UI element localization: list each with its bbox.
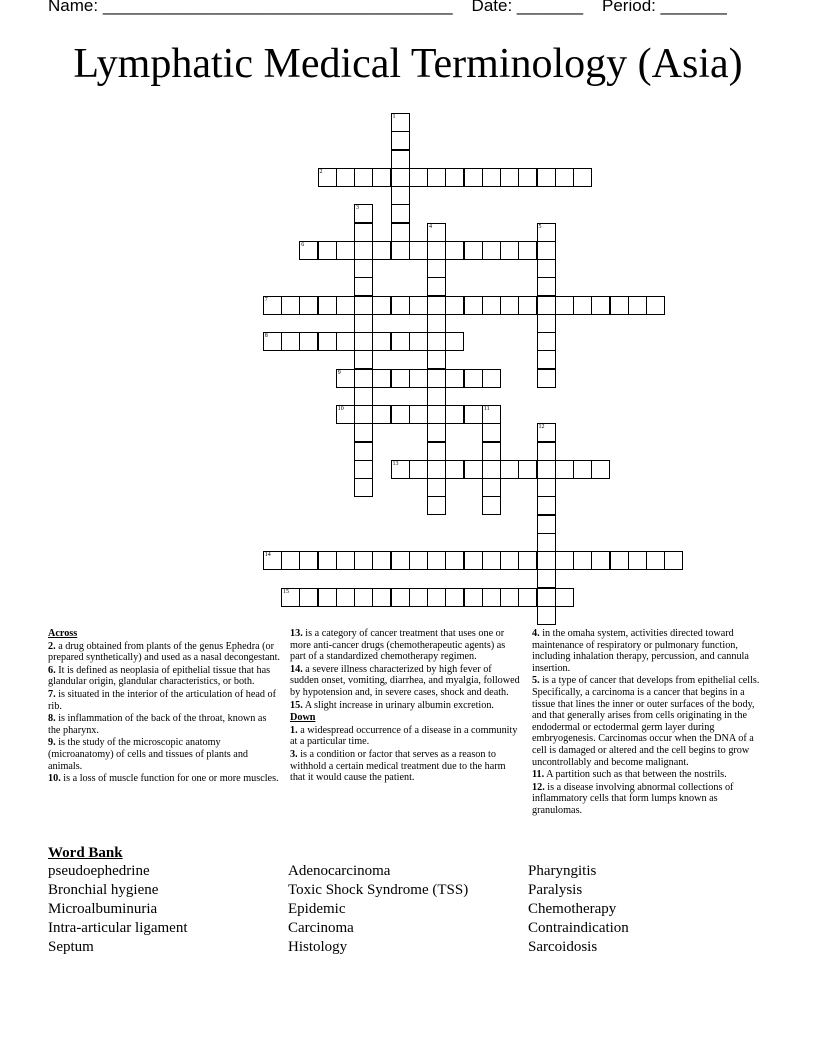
clue-number: 10 [337, 406, 344, 413]
clue-down-1: 1. a widespread occurrence of a disease in a community at a particular time. [290, 724, 518, 748]
crossword-cell[interactable] [427, 387, 446, 406]
word-bank-item: Histology [288, 939, 348, 955]
crossword-cell[interactable] [482, 478, 501, 497]
crossword-cell[interactable] [409, 296, 428, 315]
crossword-cell[interactable] [610, 551, 629, 570]
word-bank-item: Bronchial hygiene [48, 882, 159, 898]
clue-number: 14 [264, 552, 271, 559]
crossword-cell[interactable] [427, 350, 446, 369]
crossword-cell[interactable] [445, 332, 464, 351]
clue-number: 13 [392, 460, 399, 467]
date-line[interactable]: _______ [516, 0, 584, 15]
crossword-cell[interactable] [318, 241, 337, 260]
crossword-cell[interactable] [555, 460, 574, 479]
crossword-cell[interactable] [537, 588, 556, 607]
crossword-cell[interactable] [354, 350, 373, 369]
crossword-cell[interactable] [427, 405, 446, 424]
crossword-cell[interactable] [445, 369, 464, 388]
crossword-cell[interactable] [464, 405, 483, 424]
crossword-cell[interactable] [482, 551, 501, 570]
clue-number: 6 [301, 241, 305, 248]
word-bank-item: pseudoephedrine [48, 863, 150, 879]
crossword-cell[interactable] [354, 460, 373, 479]
crossword-cell[interactable] [482, 369, 501, 388]
crossword-cell[interactable] [391, 223, 410, 242]
crossword-cell[interactable] [336, 296, 355, 315]
crossword-cell[interactable] [354, 405, 373, 424]
crossword-cell[interactable] [391, 405, 410, 424]
crossword-cell[interactable] [537, 223, 556, 242]
crossword-cell[interactable] [318, 551, 337, 570]
clue-down-4: 4. in the omaha system, activities directed toward maintenance of respiratory or pulmonary function, including inhalation therapy, percussion, and cannula insertion. [532, 628, 749, 674]
crossword-cell[interactable] [409, 460, 428, 479]
crossword-cell[interactable] [464, 588, 483, 607]
crossword-cell[interactable] [391, 369, 410, 388]
crossword-cell[interactable] [445, 405, 464, 424]
clue-across-15: 15. A slight increase in urinary albumin excretion. [290, 699, 494, 711]
crossword-cell[interactable] [427, 551, 446, 570]
crossword-cell[interactable] [537, 296, 556, 315]
crossword-cell[interactable] [263, 296, 282, 315]
crossword-cell[interactable] [664, 551, 683, 570]
crossword-cell[interactable] [281, 551, 300, 570]
crossword-cell[interactable] [318, 332, 337, 351]
crossword-cell[interactable] [610, 296, 629, 315]
crossword-cell[interactable] [537, 314, 556, 333]
crossword-cell[interactable] [354, 259, 373, 278]
crossword-cell[interactable] [372, 241, 391, 260]
crossword-cell[interactable] [518, 241, 537, 260]
crossword-cell[interactable] [500, 460, 519, 479]
crossword-cell[interactable] [464, 460, 483, 479]
crossword-cell[interactable] [354, 277, 373, 296]
crossword-cell[interactable] [445, 588, 464, 607]
crossword-cell[interactable] [518, 551, 537, 570]
crossword-cell[interactable] [537, 460, 556, 479]
word-bank-item: Adenocarcinoma [288, 863, 391, 879]
clue-number: 9 [337, 369, 341, 376]
crossword-cell[interactable] [464, 168, 483, 187]
crossword-cell[interactable] [391, 168, 410, 187]
crossword-cell[interactable] [354, 588, 373, 607]
crossword-cell[interactable] [318, 296, 337, 315]
crossword-cell[interactable] [445, 296, 464, 315]
crossword-cell[interactable] [336, 551, 355, 570]
clue-across-13: 13. is a category of cancer treatment that uses one or more anti-cancer drugs (chemotherapeutic agents) as part of a standardized chemotherapy regimen. [290, 628, 506, 663]
crossword-cell[interactable] [372, 551, 391, 570]
clue-across-9: 9. is the study of the microscopic anatomy (microanatomy) of cells and tissues of plants and animals. [48, 737, 249, 772]
down-heading: Down [290, 712, 316, 724]
crossword-cell[interactable] [318, 588, 337, 607]
crossword-cell[interactable] [646, 551, 665, 570]
crossword-cell[interactable] [336, 405, 355, 424]
crossword-cell[interactable] [537, 551, 556, 570]
crossword-cell[interactable] [537, 442, 556, 461]
crossword-cell[interactable] [537, 277, 556, 296]
crossword-cell[interactable] [354, 551, 373, 570]
clue-number: 11 [483, 406, 490, 413]
word-bank-item: Intra-articular ligament [48, 920, 188, 936]
crossword-cell[interactable] [391, 588, 410, 607]
crossword-cell[interactable] [573, 551, 592, 570]
crossword-cell[interactable] [464, 369, 483, 388]
crossword-cell[interactable] [299, 332, 318, 351]
crossword-cell[interactable] [427, 296, 446, 315]
word-bank-item: Chemotherapy [528, 901, 617, 917]
crossword-cell[interactable] [427, 423, 446, 442]
clue-number: 1 [392, 114, 396, 121]
clue-across-6: 6. It is defined as neoplasia of epithelial tissue that has glandular origin, glandular characteristics, or both. [48, 664, 271, 688]
crossword-cell[interactable] [555, 168, 574, 187]
crossword-cell[interactable] [445, 551, 464, 570]
crossword-cell[interactable] [281, 332, 300, 351]
crossword-cell[interactable] [354, 369, 373, 388]
date-label: Date: [471, 0, 513, 15]
crossword-cell[interactable] [391, 186, 410, 205]
clue-across-7: 7. is situated in the interior of the articulation of head of rib. [48, 688, 277, 712]
crossword-cell[interactable] [354, 332, 373, 351]
word-bank-item: Paralysis [528, 882, 583, 898]
crossword-cell[interactable] [391, 296, 410, 315]
word-bank-item: Contraindication [528, 920, 629, 936]
crossword-cell[interactable] [354, 204, 373, 223]
clue-number: 2 [319, 168, 323, 175]
crossword-cell[interactable] [537, 496, 556, 515]
crossword-cell[interactable] [409, 168, 428, 187]
crossword-cell[interactable] [482, 423, 501, 442]
crossword-cell[interactable] [372, 296, 391, 315]
crossword-cell[interactable] [482, 588, 501, 607]
crossword-cell[interactable] [555, 296, 574, 315]
name-label: Name: [48, 0, 99, 15]
clue-number: 12 [538, 424, 545, 431]
page-title: Lymphatic Medical Terminology (Asia) [73, 41, 743, 87]
crossword-cell[interactable] [427, 460, 446, 479]
word-bank-column-1 [48, 862, 188, 957]
crossword-cell[interactable] [354, 168, 373, 187]
crossword-cell[interactable] [573, 460, 592, 479]
clue-number: 4 [429, 223, 433, 230]
crossword-cell[interactable] [500, 588, 519, 607]
crossword-cell[interactable] [427, 259, 446, 278]
crossword-cell[interactable] [391, 113, 410, 132]
crossword-cell[interactable] [354, 387, 373, 406]
crossword-cell[interactable] [354, 241, 373, 260]
crossword-cell[interactable] [427, 332, 446, 351]
crossword-cell[interactable] [299, 551, 318, 570]
crossword-cell[interactable] [537, 168, 556, 187]
crossword-cell[interactable] [318, 168, 337, 187]
word-bank-item: Carcinoma [288, 920, 354, 936]
word-bank-column-3 [528, 862, 629, 957]
crossword-cell[interactable] [372, 332, 391, 351]
crossword-cell[interactable] [427, 314, 446, 333]
crossword-cell[interactable] [299, 296, 318, 315]
crossword-cell[interactable] [427, 369, 446, 388]
word-bank-title: Word Bank [48, 845, 123, 861]
crossword-cell[interactable] [500, 296, 519, 315]
crossword-cell[interactable] [281, 296, 300, 315]
clue-down-5: 5. is a type of cancer that develops from epithelial cells. Specifically, a carcinoma is a cancer that begins in a tissue that lines the inner or outer surfaces of the body, and that generally arises from cells originating in the endodermal or ectodermal germ layer during embryogenesis. Carcinomas occur when the DNA of a cell is damaged or altered and the cell begins to grow uncontrollably and become malignant. [532, 675, 760, 768]
crossword-cell[interactable] [555, 551, 574, 570]
period-label: Period: [602, 0, 656, 15]
crossword-cell[interactable] [591, 460, 610, 479]
crossword-cell[interactable] [537, 515, 556, 534]
crossword-cell[interactable] [391, 241, 410, 260]
crossword-cell[interactable] [445, 168, 464, 187]
word-bank-column-2 [288, 862, 468, 957]
crossword-cell[interactable] [537, 241, 556, 260]
crossword-cell[interactable] [628, 551, 647, 570]
clue-down-3: 3. is a condition or factor that serves as a reason to withhold a certain medical treatment due to the harm that it would cause the patient. [290, 748, 506, 784]
period-line[interactable]: _______ [660, 0, 727, 15]
clue-across-10: 10. is a loss of muscle function for one or more muscles. [48, 773, 279, 785]
crossword-cell[interactable] [646, 296, 665, 315]
crossword-cell[interactable] [573, 296, 592, 315]
crossword-cell[interactable] [354, 442, 373, 461]
crossword-cell[interactable] [464, 296, 483, 315]
crossword-cell[interactable] [409, 588, 428, 607]
clues-column-3 [532, 628, 768, 818]
crossword-cell[interactable] [591, 551, 610, 570]
crossword-cell[interactable] [354, 296, 373, 315]
crossword-cell[interactable] [573, 168, 592, 187]
crossword-cell[interactable] [482, 296, 501, 315]
crossword-cell[interactable] [518, 296, 537, 315]
crossword-cell[interactable] [500, 168, 519, 187]
crossword-cell[interactable] [372, 168, 391, 187]
word-bank-item: Sarcoidosis [528, 939, 598, 955]
crossword-cell[interactable] [555, 588, 574, 607]
crossword-cell[interactable] [263, 551, 282, 570]
crossword-cell[interactable] [591, 296, 610, 315]
crossword-cell[interactable] [391, 131, 410, 150]
crossword-cell[interactable] [537, 569, 556, 588]
crossword-cell[interactable] [391, 204, 410, 223]
crossword-cell[interactable] [336, 369, 355, 388]
crossword-cell[interactable] [409, 332, 428, 351]
crossword-cell[interactable] [427, 588, 446, 607]
crossword-cell[interactable] [445, 460, 464, 479]
crossword-cell[interactable] [482, 442, 501, 461]
crossword-cell[interactable] [482, 496, 501, 515]
clue-number: 15 [283, 588, 290, 595]
crossword-cell[interactable] [354, 223, 373, 242]
crossword-cell[interactable] [427, 478, 446, 497]
crossword-cell[interactable] [299, 241, 318, 260]
word-bank-item: Septum [48, 939, 94, 955]
clue-number: 7 [264, 296, 268, 303]
crossword-cell[interactable] [500, 551, 519, 570]
crossword-cell[interactable] [336, 588, 355, 607]
crossword-cell[interactable] [391, 332, 410, 351]
word-bank-item: Pharyngitis [528, 863, 597, 879]
crossword-cell[interactable] [409, 405, 428, 424]
word-bank-item: Toxic Shock Syndrome (TSS) [288, 882, 469, 898]
crossword-cell[interactable] [299, 588, 318, 607]
crossword-cell[interactable] [336, 332, 355, 351]
crossword-cell[interactable] [628, 296, 647, 315]
crossword-cell[interactable] [391, 150, 410, 169]
crossword-cell[interactable] [409, 369, 428, 388]
crossword-cell[interactable] [518, 588, 537, 607]
crossword-cell[interactable] [354, 423, 373, 442]
crossword-cell[interactable] [518, 168, 537, 187]
crossword-cell[interactable] [500, 241, 519, 260]
crossword-cell[interactable] [263, 332, 282, 351]
clue-across-8: 8. is inflammation of the back of the throat, known as the pharynx. [48, 713, 267, 736]
crossword-cell[interactable] [336, 168, 355, 187]
clues-column-2 [290, 628, 522, 785]
clue-across-14: 14. a severe illness characterized by high fever of sudden onset, vomiting, diarrhea, and myalgia, followed by hypotension and, in severe cases, shock and death. [290, 663, 520, 698]
clue-number: 5 [538, 223, 542, 230]
crossword-cell[interactable] [518, 460, 537, 479]
crossword-cell[interactable] [372, 405, 391, 424]
crossword-cell[interactable] [354, 478, 373, 497]
crossword-cell[interactable] [482, 405, 501, 424]
crossword-cell[interactable] [482, 241, 501, 260]
crossword-cell[interactable] [354, 314, 373, 333]
crossword-cell[interactable] [445, 241, 464, 260]
crossword-cell[interactable] [427, 442, 446, 461]
crossword-cell[interactable] [391, 460, 410, 479]
crossword-cell[interactable] [427, 241, 446, 260]
crossword-cell[interactable] [537, 332, 556, 351]
crossword-cell[interactable] [482, 460, 501, 479]
crossword-cell[interactable] [372, 369, 391, 388]
crossword-cell[interactable] [464, 241, 483, 260]
across-heading: Across [48, 628, 78, 639]
crossword-cell[interactable] [464, 551, 483, 570]
crossword-cell[interactable] [537, 533, 556, 552]
crossword-cell[interactable] [537, 259, 556, 278]
clue-across-2: 2. a drug obtained from plants of the genus Ephedra (or prepared synthetically) and used as a nasal decongestant. [48, 640, 280, 664]
crossword-cell[interactable] [427, 496, 446, 515]
crossword-cell[interactable] [537, 369, 556, 388]
clue-number: 8 [264, 333, 268, 340]
crossword-cell[interactable] [482, 168, 501, 187]
crossword-cell[interactable] [409, 551, 428, 570]
crossword-cell[interactable] [537, 478, 556, 497]
crossword-cell[interactable] [537, 350, 556, 369]
crossword-cell[interactable] [409, 241, 428, 260]
clue-down-12: 12. is a disease involving abnormal collections of inflammatory cells that form lumps known as granulomas. [532, 781, 734, 816]
crossword-cell[interactable] [281, 588, 300, 607]
clue-number: 3 [356, 205, 360, 212]
crossword-cell[interactable] [372, 588, 391, 607]
name-line[interactable]: _____________________________________ [102, 0, 453, 15]
crossword-cell[interactable] [427, 277, 446, 296]
crossword-cell[interactable] [537, 606, 556, 625]
crossword-cell[interactable] [336, 241, 355, 260]
clue-down-11: 11. A partition such as that between the nostrils. [532, 769, 727, 781]
word-bank-item: Epidemic [288, 901, 346, 917]
crossword-cell[interactable] [391, 551, 410, 570]
clues-column-1 [48, 628, 280, 786]
crossword-cell[interactable] [537, 423, 556, 442]
word-bank-item: Microalbuminuria [48, 901, 158, 917]
crossword-cell[interactable] [427, 168, 446, 187]
crossword-cell[interactable] [427, 223, 446, 242]
